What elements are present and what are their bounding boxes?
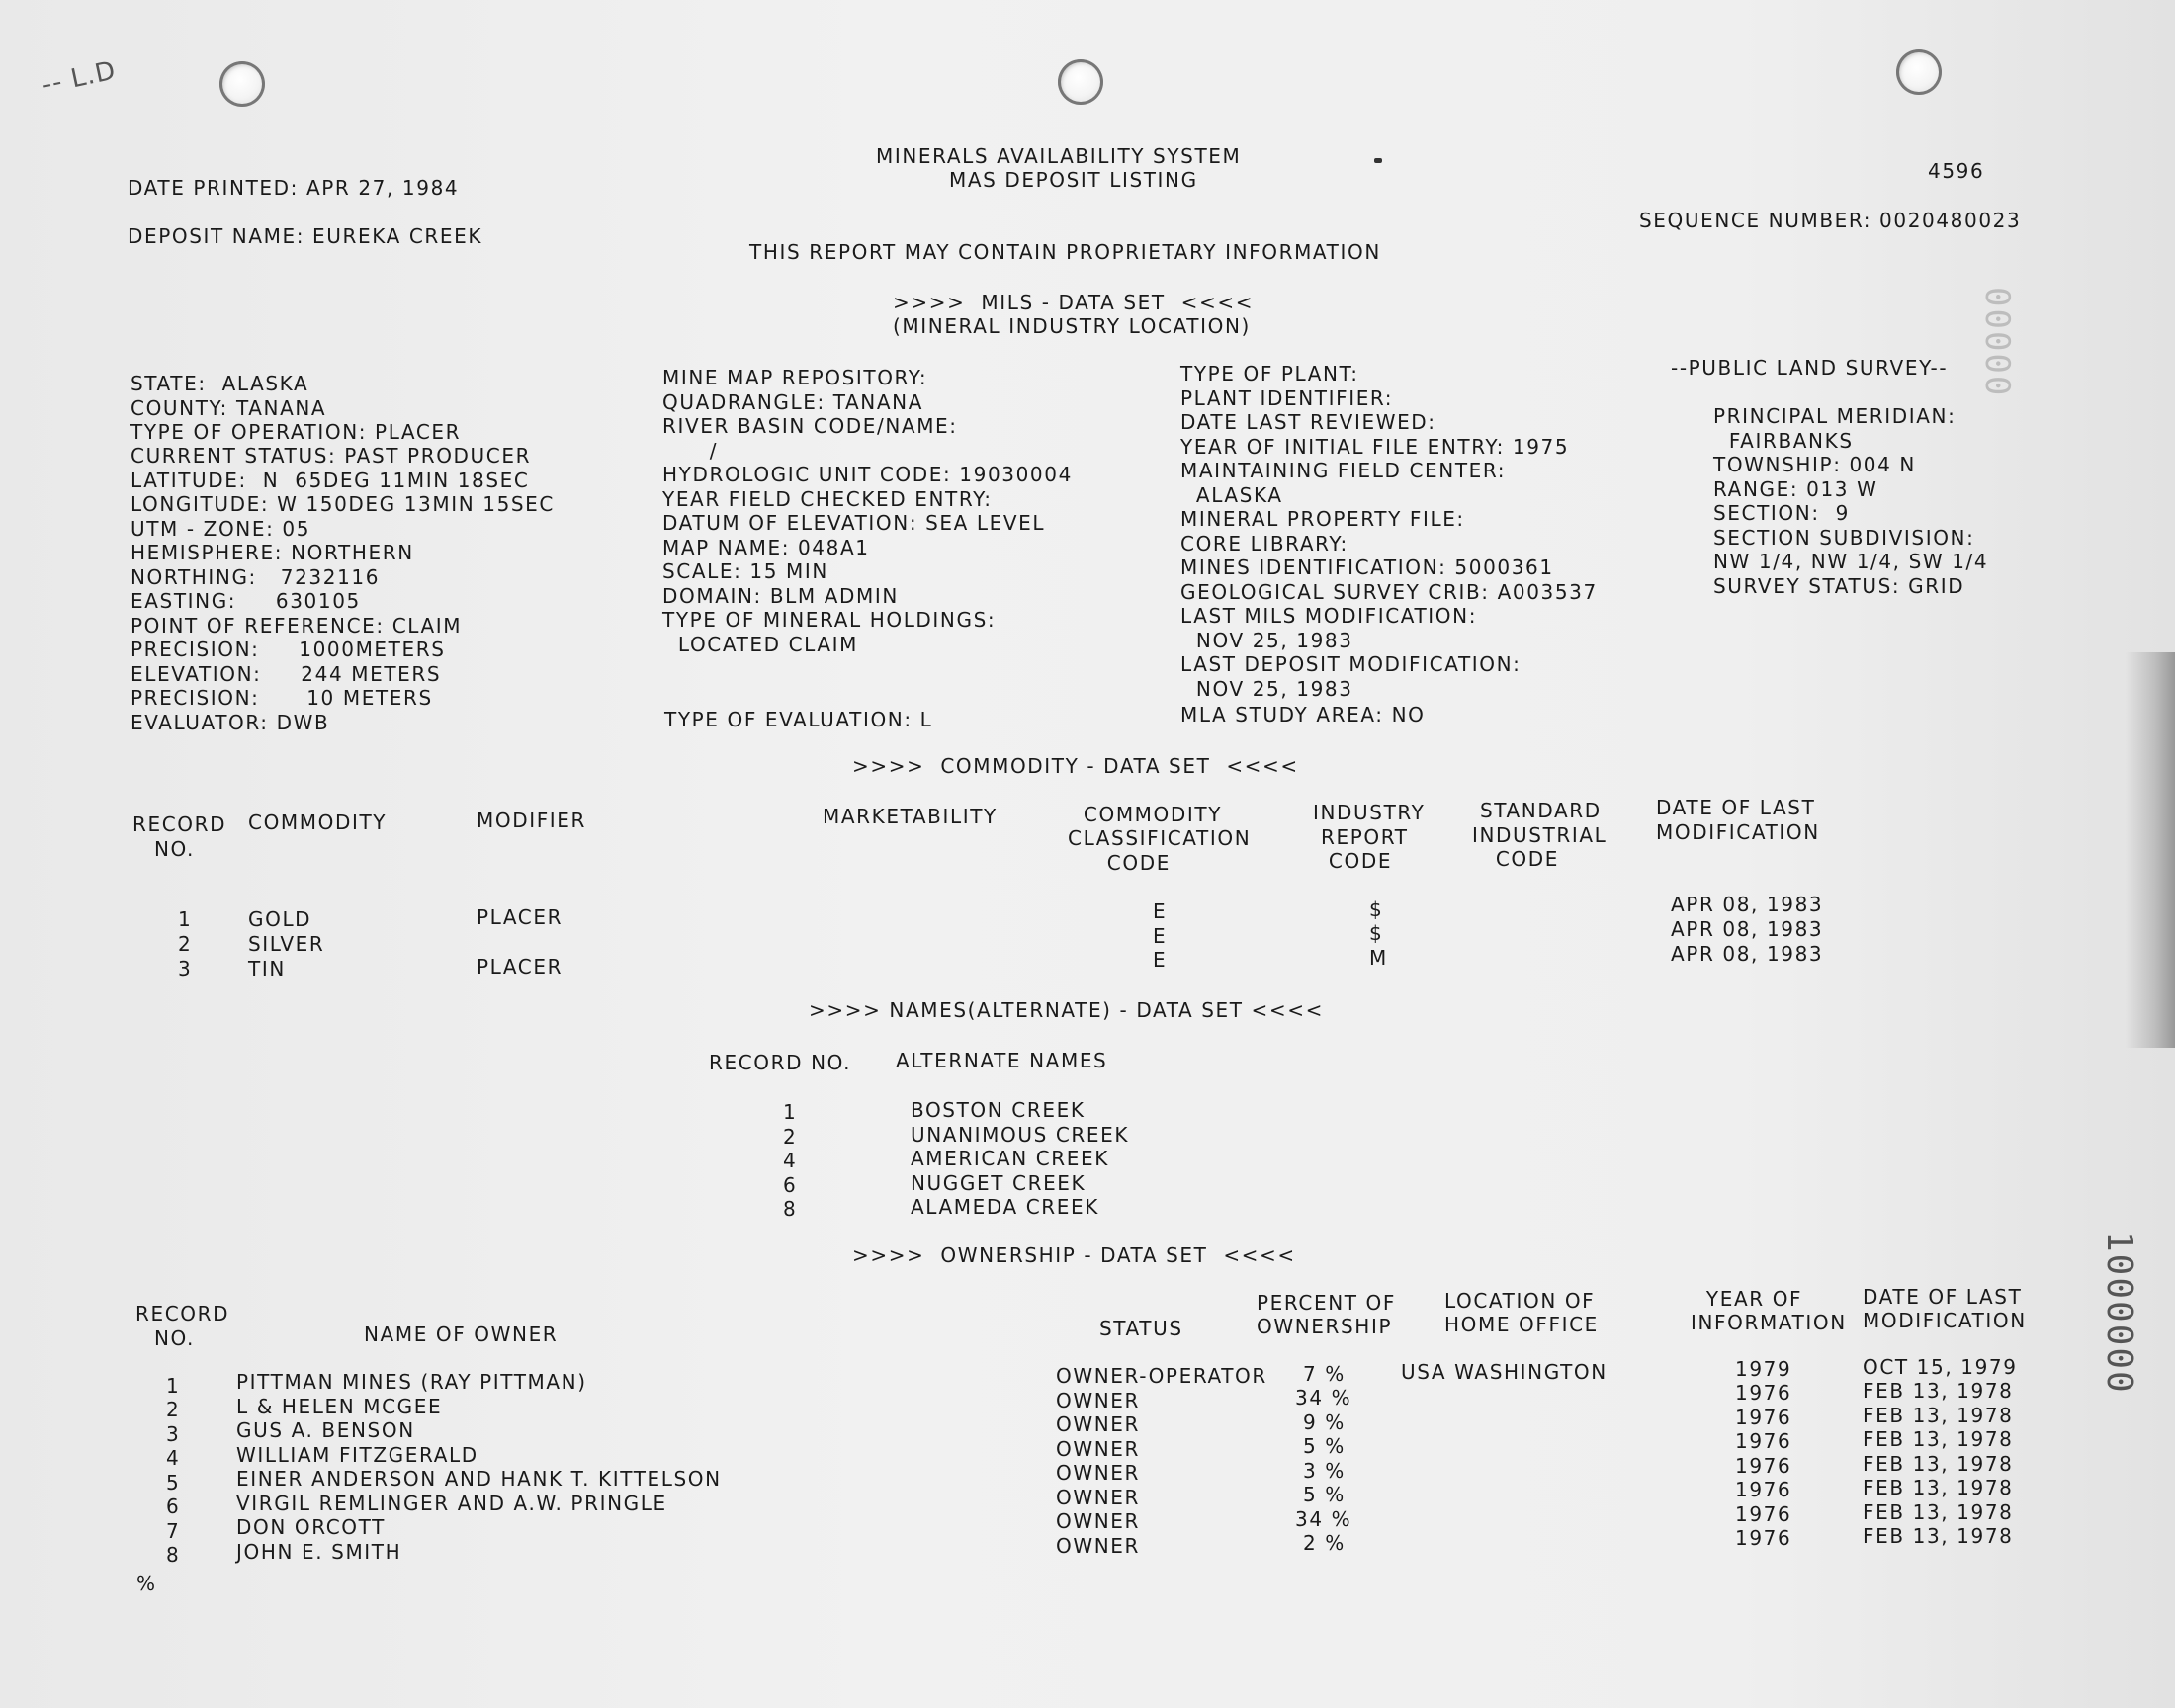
ownership-header-record: RECORD [135, 1302, 230, 1325]
owner-status: OWNER [1056, 1437, 1141, 1461]
mils-field: MAINTAINING FIELD CENTER: [1180, 459, 1507, 482]
owner-year: 1976 [1735, 1526, 1792, 1550]
ownership-header-percent: PERCENT OF [1257, 1291, 1396, 1315]
names-header-alternate: ALTERNATE NAMES [896, 1049, 1108, 1072]
mils-field: CURRENT STATUS: PAST PRODUCER [130, 444, 532, 468]
commodity-name: SILVER [248, 932, 325, 956]
owner-name: VIRGIL REMLINGER AND A.W. PRINGLE [236, 1492, 667, 1515]
ownership-header-percent: OWNERSHIP [1257, 1315, 1393, 1338]
commodity-header-irc: REPORT [1313, 825, 1409, 849]
names-record-no: 2 [783, 1125, 798, 1149]
mils-field: DATE LAST REVIEWED: [1180, 410, 1436, 434]
mils-field: MINE MAP REPOSITORY: [662, 366, 928, 389]
owner-percent: 5 % [1295, 1483, 1346, 1506]
commodity-header-dlm: DATE OF LAST [1656, 796, 1816, 819]
ownership-header-year: INFORMATION [1691, 1311, 1847, 1334]
owner-status: OWNER-OPERATOR [1056, 1364, 1267, 1388]
alternate-name: NUGGET CREEK [911, 1171, 1087, 1195]
mils-field: PRECISION: 1000METERS [130, 638, 446, 661]
mils-field: LAST MILS MODIFICATION: [1180, 604, 1478, 628]
mils-field: PLANT IDENTIFIER: [1180, 386, 1394, 410]
owner-name: DON ORCOTT [236, 1515, 386, 1539]
owner-record-no: 7 [166, 1519, 181, 1543]
mils-field: LAST DEPOSIT MODIFICATION: [1180, 652, 1522, 676]
owner-date: OCT 15, 1979 [1863, 1355, 2018, 1379]
commodity-irc: $ [1369, 897, 1384, 921]
commodity-ccc: E [1153, 924, 1168, 948]
commodity-record-no: 3 [178, 957, 193, 981]
mils-section-title: >>>> MILS - DATA SET <<<< [893, 291, 1255, 314]
mils-field: GEOLOGICAL SURVEY CRIB: A003537 [1180, 580, 1598, 604]
names-record-no: 4 [783, 1149, 798, 1172]
commodity-name: GOLD [248, 907, 312, 931]
names-section-title: >>>> NAMES(ALTERNATE) - DATA SET <<<< [809, 998, 1324, 1022]
mils-field: DOMAIN: BLM ADMIN [662, 584, 899, 608]
owner-record-no: 6 [166, 1494, 181, 1518]
commodity-header-irc: INDUSTRY [1313, 801, 1426, 824]
ownership-header-record-no: NO. [146, 1326, 196, 1350]
owner-status: OWNER [1056, 1486, 1141, 1509]
owner-name: EINER ANDERSON AND HANK T. KITTELSON [236, 1467, 722, 1491]
mils-field: UTM - ZONE: 05 [130, 517, 311, 541]
ownership-header-year: YEAR OF [1691, 1287, 1803, 1311]
owner-status: OWNER [1056, 1389, 1141, 1412]
owner-record-no: 4 [166, 1446, 181, 1470]
binder-hole-center [1058, 59, 1103, 105]
ownership-header-dlm: MODIFICATION [1863, 1309, 2027, 1332]
owner-year: 1976 [1735, 1454, 1792, 1478]
mils-field: LONGITUDE: W 150DEG 13MIN 15SEC [130, 492, 555, 516]
mils-field: TYPE OF OPERATION: PLACER [130, 420, 462, 444]
commodity-irc: M [1369, 946, 1388, 970]
pls-field: SECTION: 9 [1713, 501, 1850, 525]
pls-field: RANGE: 013 W [1713, 477, 1878, 501]
commodity-header-dlm: MODIFICATION [1656, 820, 1820, 844]
owner-percent: 2 % [1295, 1531, 1346, 1555]
owner-status: OWNER [1056, 1509, 1141, 1533]
system-title: MINERALS AVAILABILITY SYSTEM [876, 144, 1242, 168]
owner-year: 1979 [1735, 1357, 1792, 1381]
proprietary-notice: THIS REPORT MAY CONTAIN PROPRIETARY INFORMATION [749, 240, 1381, 264]
page-number: 4596 [1928, 159, 1985, 183]
owner-status: OWNER [1056, 1534, 1141, 1558]
owner-date: FEB 13, 1978 [1863, 1379, 2014, 1403]
owner-percent: 7 % [1295, 1362, 1346, 1386]
ink-dot [1374, 158, 1382, 163]
owner-percent: 5 % [1295, 1434, 1346, 1458]
owner-date: FEB 13, 1978 [1863, 1524, 2014, 1548]
mils-field: RIVER BASIN CODE/NAME: [662, 414, 958, 438]
ownership-header-dlm: DATE OF LAST [1863, 1285, 2023, 1309]
commodity-header-ccc: CLASSIFICATION [1068, 826, 1252, 850]
type-of-evaluation: TYPE OF EVALUATION: L [664, 708, 933, 731]
owner-year: 1976 [1735, 1381, 1792, 1405]
ownership-section-title: >>>> OWNERSHIP - DATA SET <<<< [852, 1243, 1296, 1267]
alternate-name: ALAMEDA CREEK [911, 1195, 1099, 1219]
commodity-header-irc: CODE [1313, 849, 1393, 873]
owner-date: FEB 13, 1978 [1863, 1427, 2014, 1451]
mils-field: / [662, 439, 719, 463]
pls-field: FAIRBANKS [1713, 429, 1854, 453]
mils-field: PRECISION: 10 METERS [130, 686, 433, 710]
names-record-no: 1 [783, 1100, 798, 1124]
names-record-no: 6 [783, 1173, 798, 1197]
commodity-record-no: 2 [178, 932, 193, 956]
commodity-header-ccc: CODE [1068, 851, 1171, 875]
commodity-header-commodity: COMMODITY [248, 811, 388, 834]
owner-year: 1976 [1735, 1406, 1792, 1429]
owner-percent: 3 % [1295, 1459, 1346, 1483]
commodity-header-sic: INDUSTRIAL [1472, 823, 1608, 847]
mils-field: POINT OF REFERENCE: CLAIM [130, 614, 463, 638]
mils-field: QUADRANGLE: TANANA [662, 390, 923, 414]
commodity-record-no: 1 [178, 907, 193, 931]
commodity-modifier: PLACER [477, 955, 564, 979]
mils-field: NOV 25, 1983 [1180, 629, 1353, 652]
owner-percent: 9 % [1295, 1410, 1346, 1434]
owner-date: FEB 13, 1978 [1863, 1500, 2014, 1524]
owner-record-no: 5 [166, 1471, 181, 1494]
owner-percent: 34 % [1295, 1386, 1352, 1409]
owner-status: OWNER [1056, 1461, 1141, 1485]
commodity-header-marketability: MARKETABILITY [823, 805, 998, 828]
commodity-date: APR 08, 1983 [1671, 917, 1824, 941]
owner-percent: 34 % [1295, 1507, 1352, 1531]
mils-field: HEMISPHERE: NORTHERN [130, 541, 414, 564]
commodity-date: APR 08, 1983 [1671, 942, 1824, 966]
scan-shadow [2126, 652, 2175, 1048]
mils-field: STATE: ALASKA [130, 372, 309, 395]
date-printed: DATE PRINTED: APR 27, 1984 [128, 176, 460, 200]
mils-field: YEAR OF INITIAL FILE ENTRY: 1975 [1180, 435, 1570, 459]
deposit-name: DEPOSIT NAME: EUREKA CREEK [128, 224, 483, 248]
commodity-header-ccc: COMMODITY [1068, 803, 1223, 826]
names-record-no: 8 [783, 1197, 798, 1221]
mils-field: HYDROLOGIC UNIT CODE: 19030004 [662, 463, 1073, 486]
commodity-header-record: RECORD [132, 812, 227, 836]
mils-field: TYPE OF MINERAL HOLDINGS: [662, 608, 997, 632]
owner-year: 1976 [1735, 1502, 1792, 1526]
pls-field: SECTION SUBDIVISION: [1713, 526, 1975, 550]
mils-field: SCALE: 15 MIN [662, 559, 828, 583]
ownership-header-name: NAME OF OWNER [364, 1323, 559, 1346]
commodity-header-sic: CODE [1472, 847, 1560, 871]
mils-field: MINES IDENTIFICATION: 5000361 [1180, 555, 1554, 579]
owner-record-no: 8 [166, 1543, 181, 1567]
owner-year: 1976 [1735, 1478, 1792, 1501]
commodity-ccc: E [1153, 899, 1168, 923]
mils-field: DATUM OF ELEVATION: SEA LEVEL [662, 511, 1046, 535]
commodity-header-record-no: NO. [146, 837, 196, 861]
commodity-ccc: E [1153, 948, 1168, 972]
owner-record-no: 2 [166, 1398, 181, 1421]
binder-hole-left [219, 61, 265, 107]
mils-field: MLA STUDY AREA: NO [1180, 703, 1426, 726]
ownership-header-status: STATUS [1099, 1317, 1183, 1340]
handwritten-mark: -- L.D [39, 55, 120, 101]
commodity-irc: $ [1369, 921, 1384, 945]
listing-title: MAS DEPOSIT LISTING [949, 168, 1198, 192]
owner-date: FEB 13, 1978 [1863, 1476, 2014, 1499]
ownership-header-location: LOCATION OF [1444, 1289, 1596, 1313]
pls-field: NW 1/4, NW 1/4, SW 1/4 [1713, 550, 1989, 573]
right-margin-stamp-bottom: 1000000 [2099, 1231, 2139, 1395]
commodity-header-sic: STANDARD [1472, 799, 1602, 822]
mils-field: YEAR FIELD CHECKED ENTRY: [662, 487, 993, 511]
pls-field: SURVEY STATUS: GRID [1713, 574, 1965, 598]
mils-section-subtitle: (MINERAL INDUSTRY LOCATION) [893, 314, 1251, 338]
owner-status: OWNER [1056, 1412, 1141, 1436]
mils-field: ALASKA [1180, 483, 1283, 507]
owner-name: JOHN E. SMITH [236, 1540, 402, 1564]
alternate-name: AMERICAN CREEK [911, 1147, 1109, 1170]
owner-name: PITTMAN MINES (RAY PITTMAN) [236, 1370, 587, 1394]
owner-name: GUS A. BENSON [236, 1418, 415, 1442]
commodity-modifier: PLACER [477, 905, 564, 929]
owner-year: 1976 [1735, 1429, 1792, 1453]
pls-field: TOWNSHIP: 004 N [1713, 453, 1916, 476]
mils-field: CORE LIBRARY: [1180, 532, 1348, 555]
alternate-name: UNANIMOUS CREEK [911, 1123, 1130, 1147]
owner-date: FEB 13, 1978 [1863, 1404, 2014, 1427]
names-header-record-no: RECORD NO. [709, 1051, 852, 1074]
mils-field: MAP NAME: 048A1 [662, 536, 870, 559]
owner-date: FEB 13, 1978 [1863, 1452, 2014, 1476]
owner-location: USA WASHINGTON [1401, 1360, 1608, 1384]
mils-field: ELEVATION: 244 METERS [130, 662, 442, 686]
pls-title: --PUBLIC LAND SURVEY-- [1671, 356, 1949, 380]
mils-field: LOCATED CLAIM [662, 633, 858, 656]
owner-record-no: 1 [166, 1374, 181, 1398]
mils-field: MINERAL PROPERTY FILE: [1180, 507, 1465, 531]
owner-name: WILLIAM FITZGERALD [236, 1443, 478, 1467]
mils-field: EVALUATOR: DWB [130, 711, 330, 734]
sequence-number: SEQUENCE NUMBER: 0020480023 [1639, 209, 2022, 232]
mils-field: LATITUDE: N 65DEG 11MIN 18SEC [130, 469, 530, 492]
commodity-header-modifier: MODIFIER [477, 809, 587, 832]
alternate-name: BOSTON CREEK [911, 1098, 1086, 1122]
ownership-header-location: HOME OFFICE [1444, 1313, 1599, 1336]
end-of-listing-mark: % [136, 1572, 157, 1595]
owner-name: L & HELEN MCGEE [236, 1395, 443, 1418]
binder-hole-right [1896, 49, 1942, 95]
mils-field: EASTING: 630105 [130, 589, 361, 613]
commodity-date: APR 08, 1983 [1671, 893, 1824, 916]
mils-field: TYPE OF PLANT: [1180, 362, 1359, 385]
mils-field: COUNTY: TANANA [130, 396, 327, 420]
commodity-section-title: >>>> COMMODITY - DATA SET <<<< [852, 754, 1299, 778]
mils-field: NORTHING: 7232116 [130, 565, 381, 589]
pls-field: PRINCIPAL MERIDIAN: [1713, 404, 1957, 428]
commodity-name: TIN [248, 957, 286, 981]
mils-field: NOV 25, 1983 [1180, 677, 1353, 701]
owner-record-no: 3 [166, 1422, 181, 1446]
right-margin-stamp-top: 00000 [1977, 287, 2017, 398]
